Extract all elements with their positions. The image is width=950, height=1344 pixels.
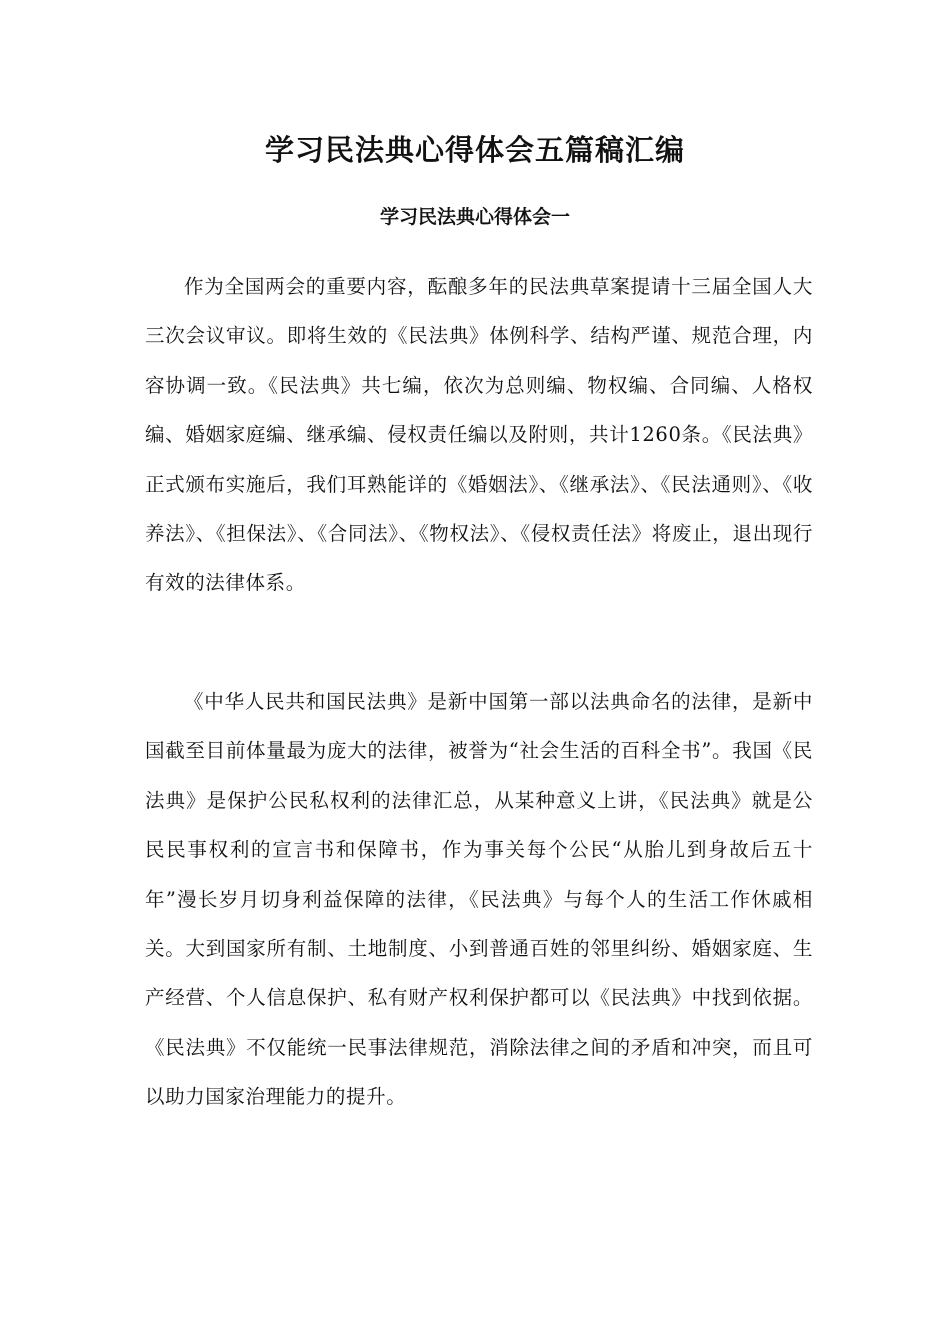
paragraph-2: 《中华人民共和国民法典》是新中国第一部以法典命名的法律，是新中国截至目前体量最为庞大的法律，被誉为“社会生活的百科全书”。我国《民法典》是保护公民私权利的法律汇总，从某种意义上讲，《民法典》就是公民民事权利的宣言书和保障书，作为事关每个公民“从胎儿到身故后五十年”漫长岁月切身利益保障的法律，《民法典》与每个人的生活工作休戚相关。大到国家所有制、土地制度、小到普通百姓的邻里纠纷、婚姻家庭、生产经营、个人信息保护、私有财产权利保护都可以《民法典》中找到依据。《民法典》不仅能统一民事法律规范，消除法律之间的矛盾和冲突，而且可以助力国家治理能力的提升。 bbox=[145, 690, 813, 1109]
document-title: 学习民法典心得体会五篇稿汇编 bbox=[264, 133, 685, 167]
paragraph-1: 作为全国两会的重要内容，酝酿多年的民法典草案提请十三届全国人大三次会议审议。即将生效的《民法典》体例科学、结构严谨、规范合理，内容协调一致。《民法典》共七编，依次为总则编、物权编、合同编、人格权编、婚姻家庭编、继承编、侵权责任编以及附则，共计1260条。《民法典》正式颁布实施后，我们耳熟能详的《婚姻法》、《继承法》、《民法通则》、《收养法》、《担保法》、《合同法》、《物权法》、《侵权责任法》将废止，退出现行有效的法律体系。 bbox=[145, 275, 813, 595]
section-title: 学习民法典心得体会一 bbox=[379, 206, 570, 228]
